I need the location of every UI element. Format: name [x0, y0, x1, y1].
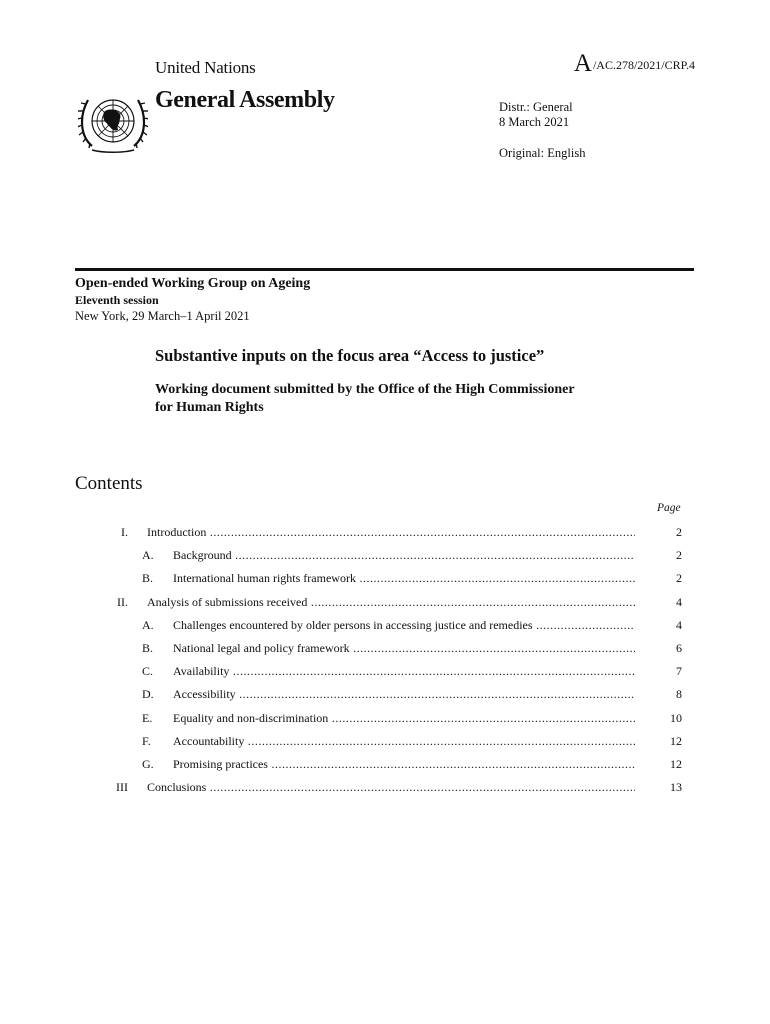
toc-entry[interactable] [75, 614, 685, 637]
document-title: Substantive inputs on the focus area “Access to justice” [155, 346, 545, 365]
un-emblem-icon [78, 90, 148, 154]
toc-entry-label: Challenges encountered by older persons in accessing justice and remedies ..... [173, 614, 635, 637]
distribution-block [499, 100, 585, 161]
toc-entry-page: 4 [676, 617, 682, 632]
toc-entry-page: 2 [676, 525, 682, 539]
toc-entry-number: C. [142, 664, 154, 679]
toc-entry-page: 10 [670, 710, 682, 725]
toc-entry-page: 2 [676, 571, 682, 586]
toc-entry[interactable] [75, 660, 685, 683]
toc-entry-label: Accountability ..... [173, 730, 635, 753]
toc-entry-page: 4 [676, 594, 682, 609]
toc-entry-number: G. [142, 756, 154, 771]
toc-entry[interactable] [75, 776, 685, 799]
toc-entry-label: Conclusions ..... [147, 776, 635, 799]
toc-entry-label: International human rights framework ..... [173, 567, 635, 590]
toc-entry-number: II. [117, 594, 128, 609]
toc-entry[interactable] [75, 544, 685, 567]
symbol-rest: /AC.278/2021/CRP.4 [592, 58, 695, 72]
toc-entry-number: F. [142, 733, 151, 748]
toc-entry-number: A. [142, 548, 154, 563]
toc-entry-number: B. [142, 640, 154, 655]
toc-entry-number: I. [121, 525, 128, 539]
toc-entry-page: 12 [670, 756, 682, 771]
toc-entry-page: 13 [670, 780, 682, 795]
toc-entry-number: D. [142, 687, 154, 702]
toc-entry-label: Equality and non-discrimination ..... [173, 707, 635, 730]
toc-entry[interactable] [75, 521, 685, 544]
toc-entry[interactable] [75, 591, 685, 614]
toc-entry-label: Promising practices ..... [173, 753, 635, 776]
symbol-initial: A [573, 50, 592, 77]
meeting-info [75, 276, 310, 324]
toc-entry-label: Background ..... [173, 544, 635, 567]
toc-entry-page: 2 [676, 548, 682, 563]
toc-entry[interactable] [75, 707, 685, 730]
toc-entry-label: Analysis of submissions received ..... [147, 591, 635, 614]
session-label: Eleventh session [75, 293, 159, 307]
toc-entry[interactable] [75, 567, 685, 590]
toc-entry-number: B. [142, 571, 154, 586]
table-of-contents [75, 521, 685, 799]
distribution-text: Distr.: General [499, 100, 573, 114]
header-rule [75, 268, 694, 271]
toc-entry-label: National legal and policy framework ..... [173, 637, 635, 660]
toc-entry-page: 7 [676, 664, 682, 679]
working-group-name: Open-ended Working Group on Ageing [75, 276, 311, 291]
toc-entry-number: E. [142, 710, 153, 725]
meeting-place-date: New York, 29 March–1 April 2021 [75, 309, 250, 323]
toc-entry-page: 8 [676, 687, 682, 702]
document-subtitle: Working document submitted by the Office of the High Commissioner for Human Rights [155, 382, 575, 415]
general-assembly-heading: General Assembly [155, 87, 335, 113]
document-symbol [574, 50, 695, 78]
toc-entry-page: 6 [676, 640, 682, 655]
organization-name: United Nations [155, 58, 256, 77]
toc-entry-page: 12 [670, 733, 682, 748]
toc-entry[interactable] [75, 753, 685, 776]
toc-entry-label: Accessibility ..... [173, 683, 635, 706]
contents-heading: Contents [75, 473, 143, 494]
toc-entry[interactable] [75, 637, 685, 660]
document-date: 8 March 2021 [499, 115, 570, 129]
original-language: Original: English [499, 146, 586, 160]
toc-entry-number: A. [142, 617, 154, 632]
toc-entry-number: III [116, 780, 128, 795]
toc-entry[interactable] [75, 683, 685, 706]
toc-entry-label: Availability ..... [173, 660, 635, 683]
toc-entry-label: Introduction ..... [147, 521, 635, 544]
page-column-heading: Page [657, 502, 681, 514]
toc-entry[interactable] [75, 730, 685, 753]
